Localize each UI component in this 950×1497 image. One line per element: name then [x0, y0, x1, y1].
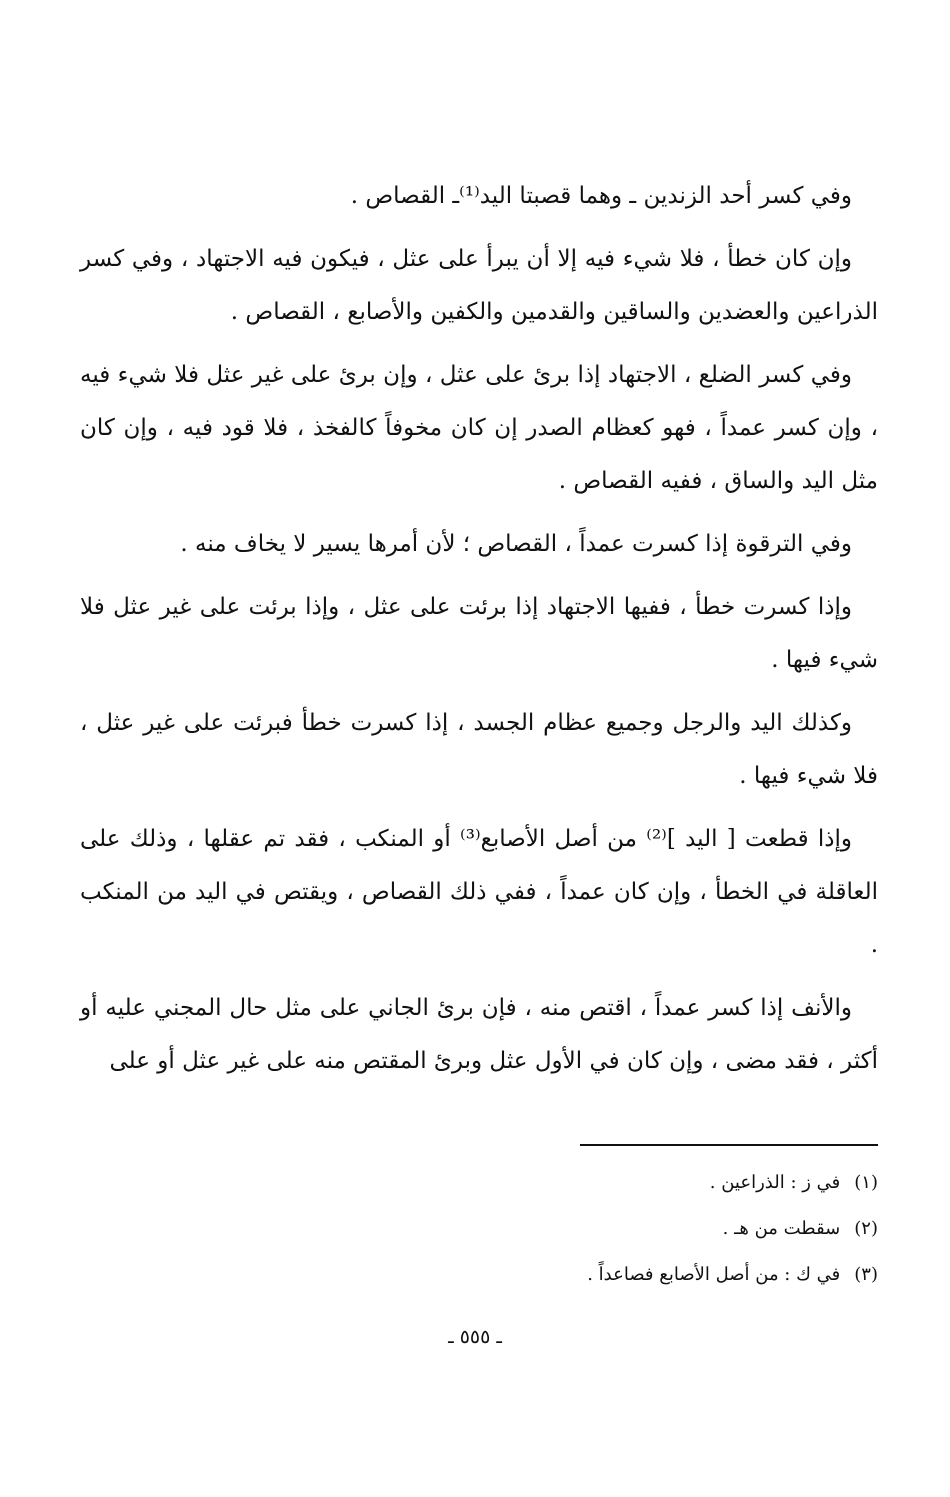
paragraph: وإن كان خطأ ، فلا شيء فيه إلا أن يبرأ على عثل ، فيكون فيه الاجتهاد ، وفي كسر الذراعين والعضدين والساقين والقدمين والكفين والأصابع ، القصاص .: [80, 246, 878, 325]
footnote-item: [400, 1206, 878, 1252]
main-text: [80, 170, 878, 1098]
paragraph: وفي كسر أحد الزندين ـ وهما قصبتا اليد⁽¹⁾ـ القصاص .: [350, 183, 852, 209]
footnote-item: [400, 1160, 878, 1206]
paragraph: والأنف إذا كسر عمداً ، اقتص منه ، فإن برئ الجاني على مثل حال المجني عليه أو أكثر ، فقد مضى ، وإن كان في الأول عثل وبرئ المقتص منه على غير عثل أو على: [80, 995, 878, 1074]
page-number: ـ ٥٥٥ ـ: [448, 1326, 502, 1348]
footnote-item: [400, 1252, 878, 1298]
footnote-text: في ك : من أصل الأصابع فصاعداً .: [587, 1264, 841, 1285]
paragraph: وإذا كسرت خطأ ، ففيها الاجتهاد إذا برئت على عثل ، وإذا برئت على غير عثل فلا شيء فيها .: [80, 594, 878, 673]
paragraph: وكذلك اليد والرجل وجميع عظام الجسد ، إذا كسرت خطأ فبرئت على غير عثل ، فلا شيء فيها .: [80, 710, 878, 789]
footnote-number: (١): [854, 1172, 878, 1193]
footnote-divider: [580, 1144, 878, 1146]
paragraph: وفي كسر الضلع ، الاجتهاد إذا برئ على عثل ، وإن برئ على غير عثل فلا شيء فيه ، وإن كسر عمداً ، فهو كعظام الصدر إن كان مخوفاً كالفخذ ، فلا قود فيه ، وإن كان مثل اليد والساق ، ففيه القصاص .: [80, 362, 878, 494]
paragraph: وإذا قطعت [ اليد ]⁽²⁾ من أصل الأصابع⁽³⁾ أو المنكب ، فقد تم عقلها ، وذلك على العاقلة في الخطأ ، وإن كان عمداً ، ففي ذلك القصاص ، ويقتص في اليد من المنكب .: [80, 826, 878, 958]
footnote-text: في ز : الذراعين .: [709, 1172, 841, 1193]
paragraph: وفي الترقوة إذا كسرت عمداً ، القصاص ؛ لأن أمرها يسير لا يخاف منه .: [180, 531, 852, 557]
footnote-text: سقطت من هـ .: [722, 1218, 841, 1239]
footnote-number: (٣): [854, 1264, 878, 1285]
footnote-number: (٢): [854, 1218, 878, 1239]
footnotes: [400, 1160, 878, 1298]
